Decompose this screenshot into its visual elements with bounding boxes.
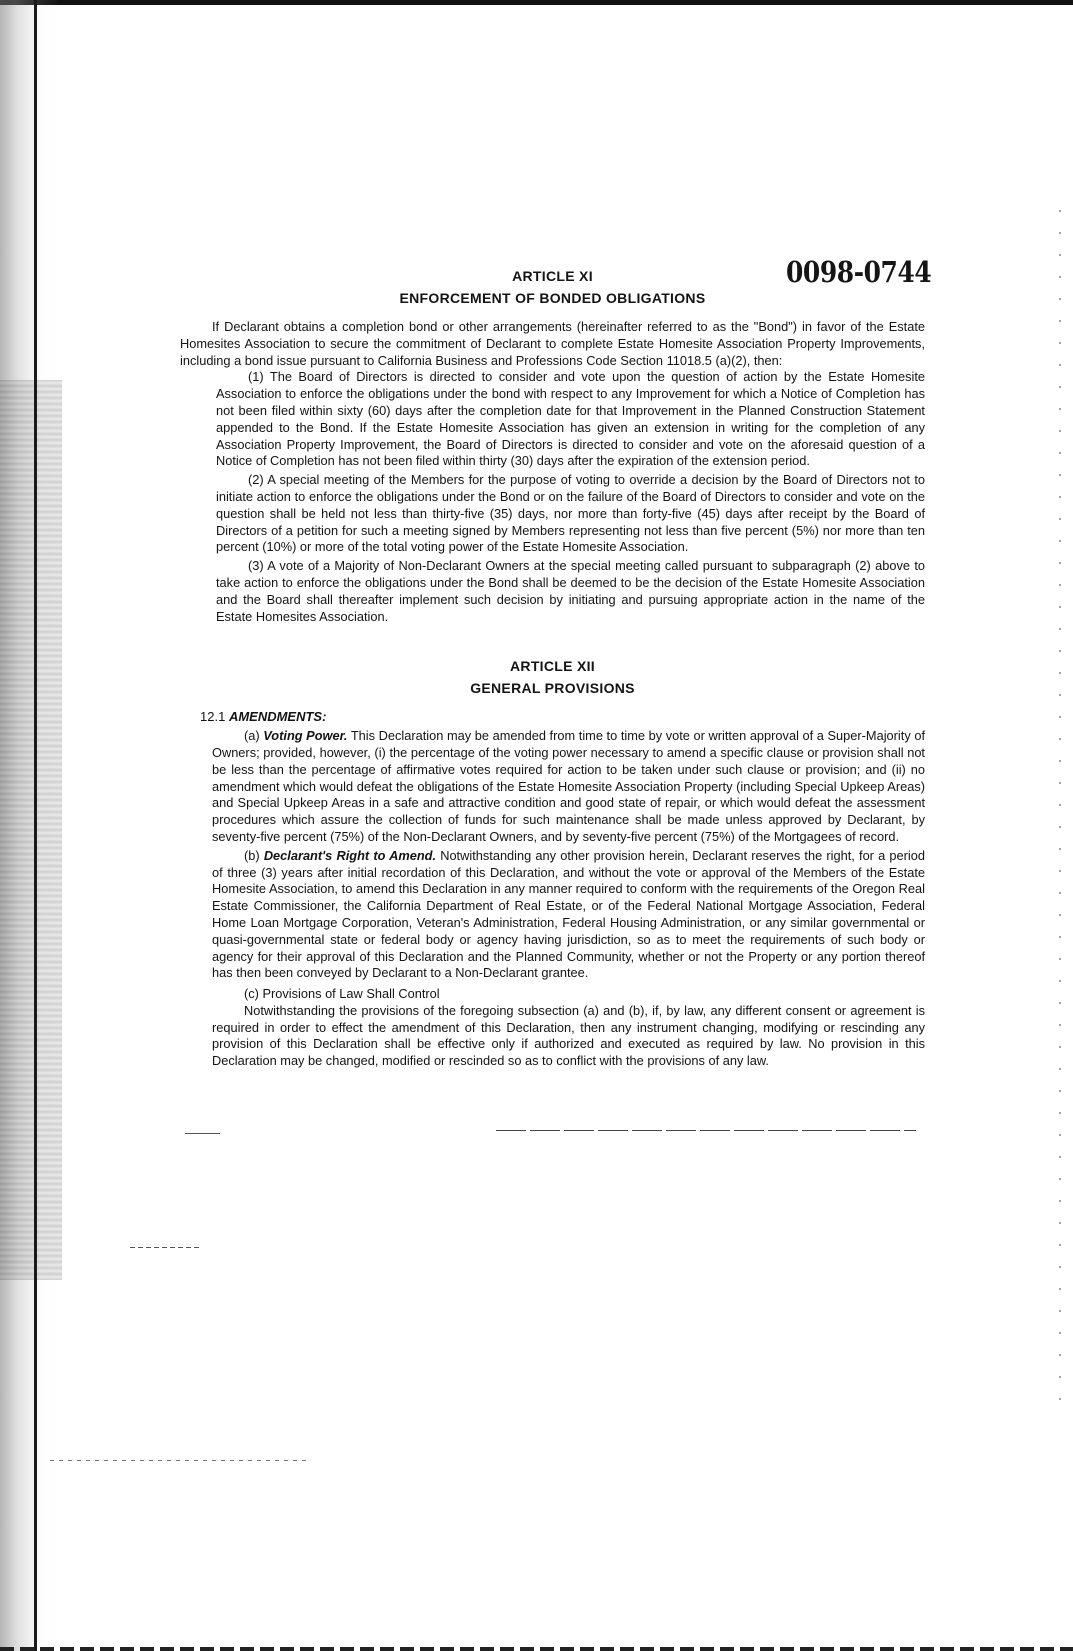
margin-rule-left — [185, 1133, 220, 1134]
margin-rule-dashed — [496, 1130, 916, 1131]
item-a-title: Voting Power. — [263, 728, 348, 744]
scan-bottom-dash — [50, 1460, 310, 1461]
section-title: AMENDMENTS: — [228, 709, 327, 725]
document-body — [180, 265, 925, 1070]
item-b-letter: (b) — [244, 847, 260, 863]
article-xi-paragraph-3: (3) A vote of a Majority of Non-Declarant Owners at the special meeting called pursuant to subparagraph (2) above to take action to enforce the obligations under the Bond shall be deemed to be the decision of the Estate Homesite Association and the Board shall thereafter implement such decision by initiating and pursuing appropriate action in the name of the Estate Homesites Association. — [216, 558, 925, 624]
item-a-letter: (a) — [244, 728, 260, 744]
article-xii-title: GENERAL PROVISIONS — [470, 680, 635, 697]
scan-binding-shadow — [0, 380, 62, 1280]
scan-right-speckle — [1059, 200, 1061, 1400]
article-xi-label: ARTICLE XI — [512, 268, 593, 284]
amendment-item-a — [212, 728, 925, 846]
amendment-item-c-heading — [212, 986, 925, 1003]
amendment-item-b — [212, 848, 925, 982]
item-c-title: Provisions of Law Shall Control — [262, 986, 440, 1002]
item-b-text: Notwithstanding any other provision herein, Declarant reserves the right, for a period of three (3) years after initial recordation of this Declaration, and without the vote or approval of the Members of the Estate Homesite Association, to amend this Declaration in any manner required to conform with the requirements of the Oregon Real Estate Commissioner, the California Department of Real Estate, or of the Federal National Mortgage Association, Federal Home Loan Mortgage Corporation, Veteran's Administration, Federal Housing Administration, or any similar governmental or quasi-governmental state or federal body or agency having jurisdiction, so as to meet the requirements of such body or agency for their approval of this Declaration and the Planned Community, whether or not the Property or any portion thereof has then been conveyed by Declarant to a Non-Declarant grantee. — [212, 847, 925, 981]
section-number: 12.1 — [200, 709, 226, 725]
scan-top-edge — [0, 0, 1073, 5]
article-xii-label: ARTICLE XII — [510, 658, 595, 675]
article-xi-paragraph-1: (1) The Board of Directors is directed to consider and vote upon the question of action by the Estate Homesite Association to enforce the obligations under the bond with respect to any Improvement for which a Notice of Completion has not been filed within sixty (60) days after the completion date for that Improvement in the Planned Construction Statement appended to the Bond. If the Estate Homesite Association has given an extension in writing for the completion of any Association Property Improvement, the Board of Directors is directed to consider and vote on the aforesaid question of a Notice of Completion has not been filed within thirty (30) days after the expiration of the extension period. — [216, 369, 925, 469]
article-xi-title: ENFORCEMENT OF BONDED OBLIGATIONS — [399, 290, 706, 306]
end-rule-dashed — [130, 1247, 200, 1248]
section-heading — [200, 709, 925, 726]
amendment-item-c-text: Notwithstanding the provisions of the foregoing subsection (a) and (b), if, by law, any different consent or agreement is required in order to effect the amendment of this Declaration, then any instrument changing, modifying or rescinding any provision of this Declaration shall be effective only if authorized and executed as required by law. No provision in this Declaration may be changed, modified or rescinded so as to conflict with the provisions of any law. — [212, 1002, 925, 1069]
item-b-title: Declarant's Right to Amend. — [263, 847, 437, 863]
document-number: 0098-0744 — [786, 255, 932, 289]
scan-margin-line — [34, 0, 37, 1651]
article-xi-intro: If Declarant obtains a completion bond or other arrangements (hereinafter referred to as the "Bond") in favor of the Estate Homesites Association to secure the commitment of Declarant to complete Estate Homesite Association Property Improvements, including a bond issue pursuant to California Business and Professions Code Section 11018.5 (a)(2), then: — [180, 319, 925, 368]
item-c-letter: (c) — [244, 986, 259, 1002]
article-xi-paragraph-2: (2) A special meeting of the Members for the purpose of voting to override a decision by the Board of Directors not to initiate action to enforce the obligations under the Bond or on the failure of the Board of Directors to consider and vote on the question shall be held not less than thirty-five (35) days, nor more than forty-five (45) days after receipt by the Board of Directors of a petition for such a meeting signed by Members representing not less than five percent (5%) nor more than ten percent (10%) or more of the total voting power of the Estate Homesite Association. — [216, 472, 925, 555]
scan-bottom-edge — [0, 1647, 1073, 1651]
item-a-text: This Declaration may be amended from time to time by vote or written approval of a Super-Majority of Owners; provided, however, (i) the percentage of the voting power necessary to amend a specific clause or provision shall not be less than the percentage of affirmative votes required for action to be taken under such clause or provision; and (ii) no amendment which would defeat the obligations of the Estate Homesite Association Property (including Special Upkeep Areas) and Special Upkeep Areas in a safe and attractive condition and good state of repair, or which would defeat the assessment procedures which assure the collection of funds for such maintenance shall be made unless approved by Declarant, by seventy-five percent (75%) of the Non-Declarant Owners, and by seventy-five percent (75%) of the Mortgagees of record. — [212, 728, 926, 844]
